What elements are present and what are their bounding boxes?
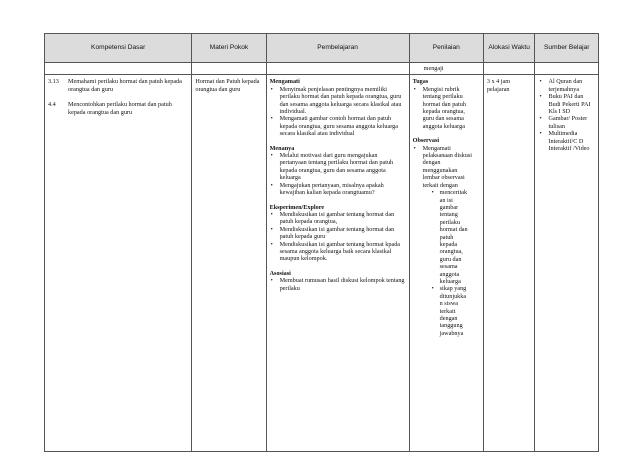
alokasi-text: 3 x 4 jam pelajaran [486,78,511,93]
observasi-list [413,145,480,338]
header-row [45,34,599,63]
syllabus-table [44,33,599,452]
header-alokasi: Alokasi Waktu [483,34,535,63]
list-item: • Gambar/ Poster tulisan [538,115,595,130]
list-item: • Buku PAI dan Budi Pekerti PAI Kls I SD [538,93,595,115]
sumber-list [538,78,595,152]
tugas-title: Tugas [412,78,429,86]
header-kompetensi: Kompetensi Dasar [45,34,192,63]
list-item: • Melalui motivasi dari guru mengajukan pertanyaan tentang perilaku hormat dan patuh kepada orangtua, guru dan sesama anggota keluarga [270,152,406,182]
header-materi: Materi Pokok [192,34,266,63]
list-item: • Mengajukan pertanyaan, misalnya apakah kewajiban kalian kepada orangtuamu? [270,182,406,197]
sumber-cell [535,75,599,452]
list-item: • Mendiskusikan isi gambar tentang hormat kpada sesama anggota keluarga baik secara klasikal maupun kelompok. [270,241,406,263]
content-row [45,75,599,452]
mengamati-list [270,86,406,138]
menanya-list [270,152,406,196]
list-item: • Multimedia Interaktif/C D Interaktif /Video [538,130,595,152]
observasi-sublist [423,189,475,337]
list-item: • Mendiskusikan isi gambar tentang hormat dan patuh kepada guru [270,226,406,241]
section-asosiasi-title: Asosiasi [269,269,291,277]
list-item: • Membuat rumusan hasil diskusi kelompok tentang perilaku [270,277,406,292]
eksperimen-list [270,211,406,263]
list-item [413,145,475,338]
header-pembelajaran: Pembelajaran [266,34,409,63]
kompetensi-cell [45,75,192,452]
materi-text: Hormat dan Patuh kepada orangtua dan guru [195,78,260,93]
sub-list-item: • menceritak an isi gambar tentang perilaku hormat dan patuh kepada orangtua, guru dan sesama anggota keluarga [432,189,470,285]
sub-list-item: • sikap yang ditunjukka n siswa terkait dengan tanggung jawabnya [432,285,470,337]
kd-item [48,101,188,116]
list-item: • Mengisi rubrik tentang perilaku hormat dan patuh kepada orangtua, guru dan sesama anggota keluarga [413,86,475,130]
materi-cell [192,75,266,452]
list-item: • Al Quran dan terjemahnya [538,78,595,93]
list-item: • Mendiskusikan isi gambar tentang hormat dan patuh kepada orangtua, [270,211,406,226]
list-item: • Menyimak penjelasan pentingnya memiliki perilaku hormat dan patuh kepada orangtua, guru dan sesama anggota keluarga secara klasikal atau individual. [270,86,406,116]
cont-materi [192,63,266,75]
section-mengamati-title: Mengamati [269,78,300,86]
kd-item [48,78,188,93]
observasi-item-text: Mengamati pelaksanaan diskusi dengan menggunakan lembar observasi terkait dengan [422,144,472,189]
tugas-list [413,86,480,130]
penilaian-cell [409,75,483,452]
header-sumber: Sumber Belajar [535,34,599,63]
pembelajaran-cell [266,75,409,452]
observasi-title: Observasi [412,137,440,145]
cont-sumber [535,63,599,75]
cont-penilaian-text: mengaji [423,65,444,72]
kd-text: Mencontohkan perilaku hormat dan patuh kepada orangtua dan guru [68,101,172,116]
cont-alokasi [483,63,535,75]
section-menanya-title: Menanya [269,144,295,152]
alokasi-cell [483,75,535,452]
cont-penilaian [409,63,483,75]
kd-text: Memahami perilaku hormat dan patuh kepada orangtua dan guru [68,78,182,93]
header-penilaian: Penilaian [409,34,483,63]
cont-pembelajaran [266,63,409,75]
cont-kompetensi [45,63,192,75]
continuation-row [45,63,599,75]
kd-number: 3.13 [48,78,59,86]
asosiasi-list [270,277,406,292]
section-eksperimen-title: Eksperimen/Explore [269,203,325,211]
list-item: • Mengamati gambar contoh hormat dan patuh kepada orangtua, guru sesama anggota keluarga secara klasikal atau individual [270,115,406,137]
kd-number: 4.4 [48,101,56,109]
